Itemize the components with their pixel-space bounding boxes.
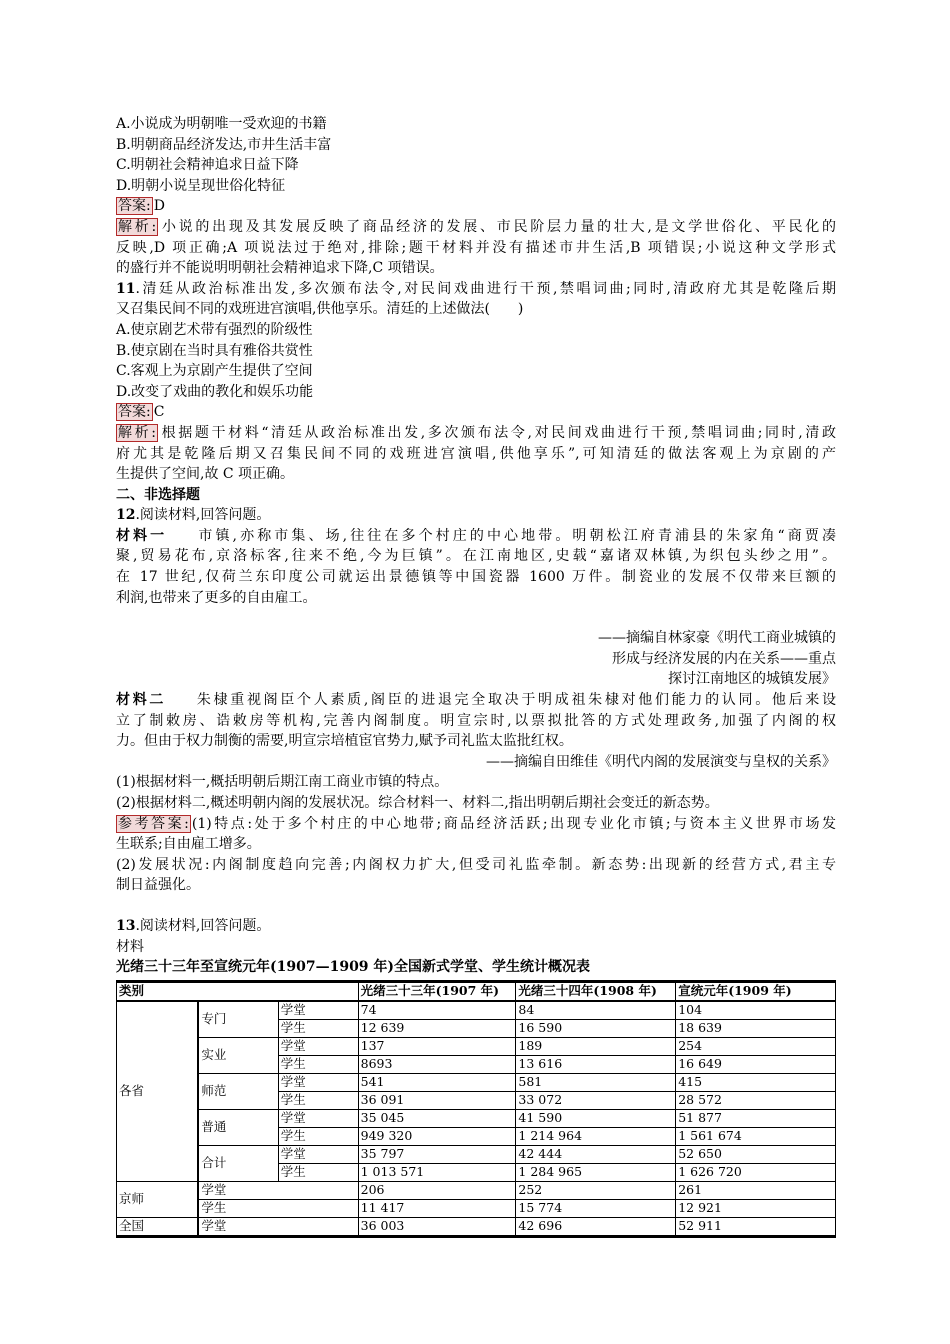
cell: 13 616	[516, 1055, 676, 1073]
q10-option-b: B.明朝商品经济发达,市井生活丰富	[116, 136, 332, 153]
cell: 261	[676, 1181, 836, 1199]
row-label: 学生	[278, 1019, 358, 1037]
header-1909: 宣统元年(1909 年)	[676, 981, 836, 1001]
cell: 41 590	[516, 1109, 676, 1127]
header-category: 类别	[117, 981, 359, 1001]
q13-stem: 13.阅读材料,回答问题。	[116, 917, 271, 934]
q12-material2-line-3: 力。但由于权力制衡的需要,明宣宗培植宦官势力,赋予司礼监太监批红权。	[116, 733, 573, 750]
cell: 36 091	[358, 1091, 516, 1109]
row-label: 学生	[278, 1127, 358, 1145]
document-page	[116, 114, 836, 1238]
cell: 1 013 571	[358, 1163, 516, 1181]
cell: 42 696	[516, 1217, 676, 1236]
cell: 28 572	[676, 1091, 836, 1109]
q12-material1-source-3: 探讨江南地区的城镇发展》	[668, 671, 836, 688]
cell: 35 045	[358, 1109, 516, 1127]
q12-material1-line-4: 利润,也带来了更多的自由雇工。	[116, 589, 317, 606]
cell: 541	[358, 1073, 516, 1091]
q12-stem: 12.阅读材料,回答问题。	[116, 507, 271, 524]
cell: 18 639	[676, 1019, 836, 1037]
cell: 581	[516, 1073, 676, 1091]
q11-option-a: A.使京剧艺术带有强烈的阶级性	[116, 321, 313, 338]
row-label: 学堂	[278, 1073, 358, 1091]
material1-label: 材料一	[116, 527, 168, 544]
cell: 33 072	[516, 1091, 676, 1109]
q12-reference2-line-2: 制日益强化。	[116, 877, 200, 894]
statistics-table	[116, 980, 836, 1238]
row-label: 学堂	[278, 1037, 358, 1055]
cell: 11 417	[358, 1199, 516, 1217]
material2-label: 材料二	[116, 692, 167, 709]
cell: 42 444	[516, 1145, 676, 1163]
answer-tag: 答案:	[118, 198, 151, 215]
table-title: 光绪三十三年至宣统元年(1907—1909 年)全国新式学堂、学生统计概况表	[116, 959, 591, 976]
cell: 16 649	[676, 1055, 836, 1073]
cell: 35 797	[358, 1145, 516, 1163]
cell: 104	[676, 1001, 836, 1020]
cell: 51 877	[676, 1109, 836, 1127]
q12-sub-question-1: (1)根据材料一,概括明朝后期江南工商业市镇的特点。	[116, 774, 449, 791]
q10-analysis-line-3: 的盛行并不能说明明朝社会精神追求下降,C 项错误。	[116, 260, 444, 277]
cell: 12 921	[676, 1199, 836, 1217]
q12-material1-line-3: 在 17 世纪,仅荷兰东印度公司就运出景德镇等中国瓷器 1600 万件。制瓷业的发展不仅带来巨额的	[116, 569, 836, 586]
row-label: 学堂	[198, 1217, 358, 1236]
q12-material1-source-1: ——摘编自林家豪《明代工商业城镇的	[598, 630, 836, 647]
q12-material2-line-2: 立了制敕房、诰敕房等机构,完善内阁制度。明宣宗时,以票拟批答的方式处理政务,加强了内阁的权	[116, 712, 836, 729]
q12-reference-line-2: 生联系;自由雇工增多。	[116, 836, 261, 853]
analysis-tag: 解析:	[118, 424, 156, 441]
cell: 1 626 720	[676, 1163, 836, 1181]
cell: 254	[676, 1037, 836, 1055]
cell: 84	[516, 1001, 676, 1020]
category-shiye: 实业	[198, 1037, 278, 1073]
q10-answer-value: D	[153, 198, 165, 215]
q11-answer-value: C	[153, 404, 165, 421]
q11-option-b: B.使京剧在当时具有雅俗共赏性	[116, 342, 313, 359]
q10-analysis-line-1: 解析: 小说的出现及其发展反映了商品经济的发展、市民阶层力量的壮大,是文学世俗化、平民化的	[118, 218, 836, 235]
cell: 206	[358, 1181, 516, 1199]
region-provinces: 各省	[117, 1001, 199, 1182]
q12-material1-line-1: 材料一 市镇,亦称市集、场,往往在多个村庄的中心地带。明朝松江府青浦县的朱家角“商贾凑	[116, 527, 836, 544]
q11-analysis-line-3: 生提供了空间,故 C 项正确。	[116, 466, 295, 483]
q12-material2-source: ——摘编自田维佳《明代内阁的发展演变与皇权的关系》	[486, 753, 836, 770]
cell: 252	[516, 1181, 676, 1199]
cell: 52 911	[676, 1217, 836, 1236]
category-heji: 合计	[198, 1145, 278, 1181]
q12-material1-line-2: 聚,贸易花布,京洛标客,往来不绝,今为巨镇”。在江南地区,史载“嘉诸双林镇,为织包头纱之用”。	[116, 548, 836, 565]
q10-option-d: D.明朝小说呈现世俗化特征	[116, 177, 286, 194]
row-label: 学堂	[198, 1181, 358, 1199]
table-row	[117, 1037, 836, 1055]
cell: 137	[358, 1037, 516, 1055]
region-capital: 京师	[117, 1181, 199, 1217]
row-label: 学生	[198, 1199, 358, 1217]
row-label: 学生	[278, 1091, 358, 1109]
cell: 949 320	[358, 1127, 516, 1145]
cell: 8693	[358, 1055, 516, 1073]
q11-stem-line-1: 11.清廷从政治标准出发,多次颁布法令,对民间戏曲进行干预,禁唱词曲;同时,清政府尤其是乾隆后期	[116, 280, 836, 297]
cell: 36 003	[358, 1217, 516, 1236]
table-row	[117, 1199, 836, 1217]
category-zhuanmen: 专门	[198, 1001, 278, 1038]
cell: 16 590	[516, 1019, 676, 1037]
row-label: 学生	[278, 1055, 358, 1073]
q11-option-c: C.客观上为京剧产生提供了空间	[116, 363, 313, 380]
category-shifan: 师范	[198, 1073, 278, 1109]
table-row	[117, 1181, 836, 1199]
row-label: 学堂	[278, 1109, 358, 1127]
q11-option-d: D.改变了戏曲的教化和娱乐功能	[116, 383, 314, 400]
header-1907: 光绪三十三年(1907 年)	[358, 981, 516, 1001]
reference-answer-tag: 参考答案:	[118, 815, 189, 832]
q11-analysis-line-2: 府尤其是乾隆后期又召集民间不同的戏班进宫演唱,供他享乐”,可知清廷的做法客观上为京剧的产	[116, 445, 836, 462]
cell: 1 284 965	[516, 1163, 676, 1181]
analysis-tag: 解析:	[118, 218, 157, 235]
table-row	[117, 1217, 836, 1236]
q11-analysis-line-1: 解析: 根据题干材料“清廷从政治标准出发,多次颁布法令,对民间戏曲进行干预,禁唱词曲;同时,清政	[118, 424, 836, 441]
cell: 74	[358, 1001, 516, 1020]
q12-reference-line-1: 参考答案: (1)特点:处于多个村庄的中心地带;商品经济活跃;出现专业化市镇;与资本主义世界市场发	[118, 815, 837, 832]
cell: 189	[516, 1037, 676, 1055]
region-nation: 全国	[117, 1217, 199, 1236]
cell: 1 214 964	[516, 1127, 676, 1145]
header-1908: 光绪三十四年(1908 年)	[516, 981, 676, 1001]
q11-number: 11	[116, 280, 136, 297]
table-row	[117, 1073, 836, 1091]
q12-number: 12	[116, 507, 136, 524]
q10-answer	[116, 196, 836, 217]
q11-answer	[116, 402, 836, 423]
q13-number: 13	[116, 917, 136, 934]
q13-material-label: 材料	[116, 938, 144, 955]
q10-option-a: A.小说成为明朝唯一受欢迎的书籍	[116, 116, 327, 132]
row-label: 学堂	[278, 1001, 358, 1020]
table-row	[117, 1001, 836, 1020]
q10-option-c: C.明朝社会精神追求日益下降	[116, 157, 299, 174]
q12-material1-source-2: 形成与经济发展的内在关系——重点	[612, 650, 836, 667]
q12-material2-line-1: 材料二 朱棣重视阁臣个人素质,阁臣的进退完全取决于明成祖朱棣对他们能力的认同。他后来设	[116, 692, 837, 709]
table-row	[117, 1145, 836, 1163]
cell: 415	[676, 1073, 836, 1091]
cell: 12 639	[358, 1019, 516, 1037]
q12-sub-question-2: (2)根据材料二,概述明朝内阁的发展状况。综合材料一、材料二,指出明朝后期社会变迁的新态势。	[116, 795, 719, 811]
row-label: 学堂	[278, 1145, 358, 1163]
answer-tag: 答案:	[118, 404, 151, 421]
section-heading: 二、非选择题	[116, 486, 200, 503]
q11-stem-line-2: 又召集民间不同的戏班进宫演唱,供他享乐。清廷的上述做法( )	[116, 301, 524, 318]
table-row	[117, 1109, 836, 1127]
cell: 15 774	[516, 1199, 676, 1217]
cell: 1 561 674	[676, 1127, 836, 1145]
row-label: 学生	[278, 1163, 358, 1181]
q10-analysis-line-2: 反映,D 项正确;A 项说法过于绝对,排除;题干材料并没有描述市井生活,B 项错误;小说这种文学形式	[116, 239, 836, 256]
cell: 52 650	[676, 1145, 836, 1163]
table-header-row	[117, 981, 836, 1001]
category-putong: 普通	[198, 1109, 278, 1145]
q12-reference2-line-1: (2)发展状况:内阁制度趋向完善;内阁权力扩大,但受司礼监牵制。新态势:出现新的经营方式,君主专	[116, 856, 836, 873]
